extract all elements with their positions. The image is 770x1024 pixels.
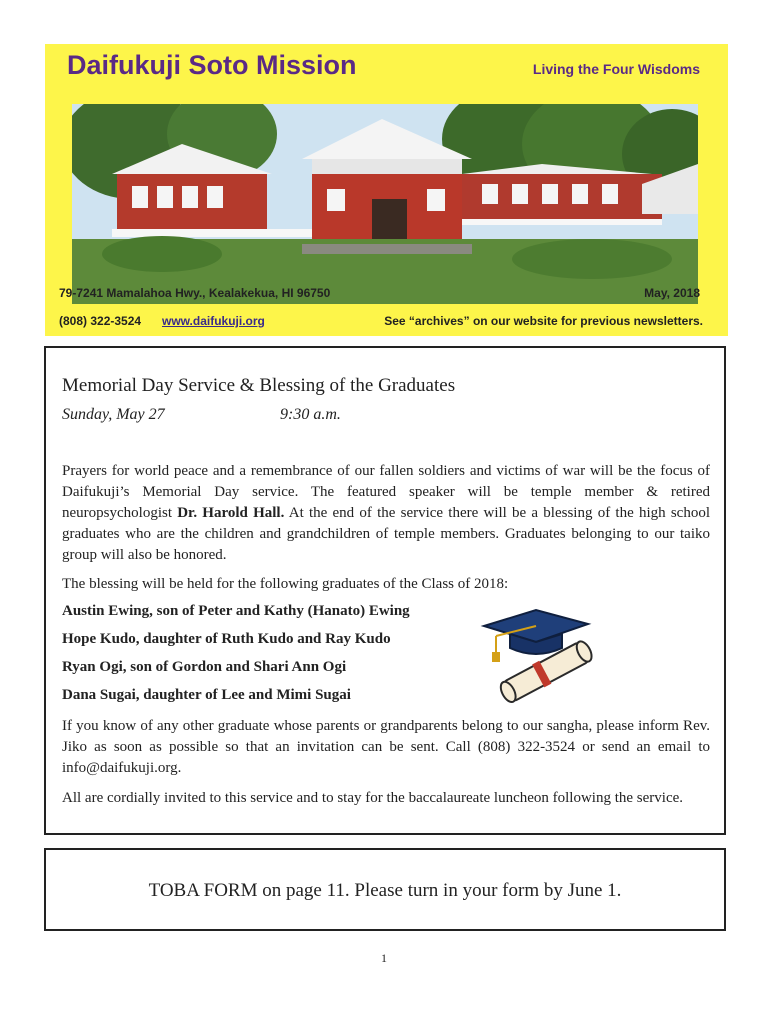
graduate-item: Ryan Ogi, son of Gordon and Shari Ann Ogi — [62, 659, 347, 675]
graduate-item: Austin Ewing, son of Peter and Kathy (Hanato) Ewing — [62, 603, 410, 619]
mission-address: 79-7241 Mamalahoa Hwy., Kealakekua, HI 96750 — [59, 286, 331, 300]
article-title: Memorial Day Service & Blessing of the Graduates — [62, 375, 456, 396]
toba-form-text: TOBA FORM on page 11. Please turn in your form by June 1. — [148, 880, 622, 901]
archives-note: See “archives” on our website for previous newsletters. — [384, 314, 703, 328]
issue-date: May, 2018 — [644, 286, 700, 300]
speaker-name: Dr. Harold Hall. — [177, 505, 285, 521]
article-paragraph-2: The blessing will be held for the following graduates of the Class of 2018: — [62, 576, 509, 592]
service-day: Sunday, May 27 — [62, 406, 165, 423]
paragraph-1-text: Prayers for world peace and a remembrance of our fallen soldiers and victims of war will be the focus of Daifukuji’s Memorial Day service. The featured speaker will be temple member & retired neuropsychologist — [62, 463, 710, 521]
service-time: 9:30 a.m. — [280, 406, 341, 423]
graduate-item: Dana Sugai, daughter of Lee and Mimi Sugai — [62, 687, 351, 703]
article-paragraph-3: If you know of any other graduate whose parents or grandparents belong to our sangha, please inform Rev. Jiko as soon as possible so that an invitation can be sent. Call (808) 322-3524 or send an email to info@daifukuji.org. — [62, 718, 710, 776]
page-number: 1 — [381, 951, 387, 965]
website-link[interactable]: www.daifukuji.org — [162, 314, 265, 328]
temple-photo — [72, 104, 698, 304]
graduation-cap-diploma-icon — [474, 604, 606, 708]
newsletter-title: Daifukuji Soto Mission — [67, 50, 357, 80]
article-paragraph-1 — [62, 461, 710, 566]
graduate-item: Hope Kudo, daughter of Ruth Kudo and Ray Kudo — [62, 631, 391, 647]
article-paragraph-4: All are cordially invited to this service and to stay for the baccalaureate luncheon following the service. — [62, 790, 684, 806]
mission-phone: (808) 322-3524 — [59, 314, 142, 328]
toba-form-notice — [44, 848, 726, 931]
masthead-banner — [45, 44, 728, 336]
temple-photo-illustration — [72, 104, 698, 304]
paragraph-1-continued: At the end of the service there will be a blessing of the high school graduates who are the children and grandchildren of temple members. Graduates belonging to our taiko group will also be honored. — [62, 505, 710, 563]
memorial-day-article — [44, 346, 726, 835]
newsletter-tagline: Living the Four Wisdoms — [532, 61, 700, 77]
